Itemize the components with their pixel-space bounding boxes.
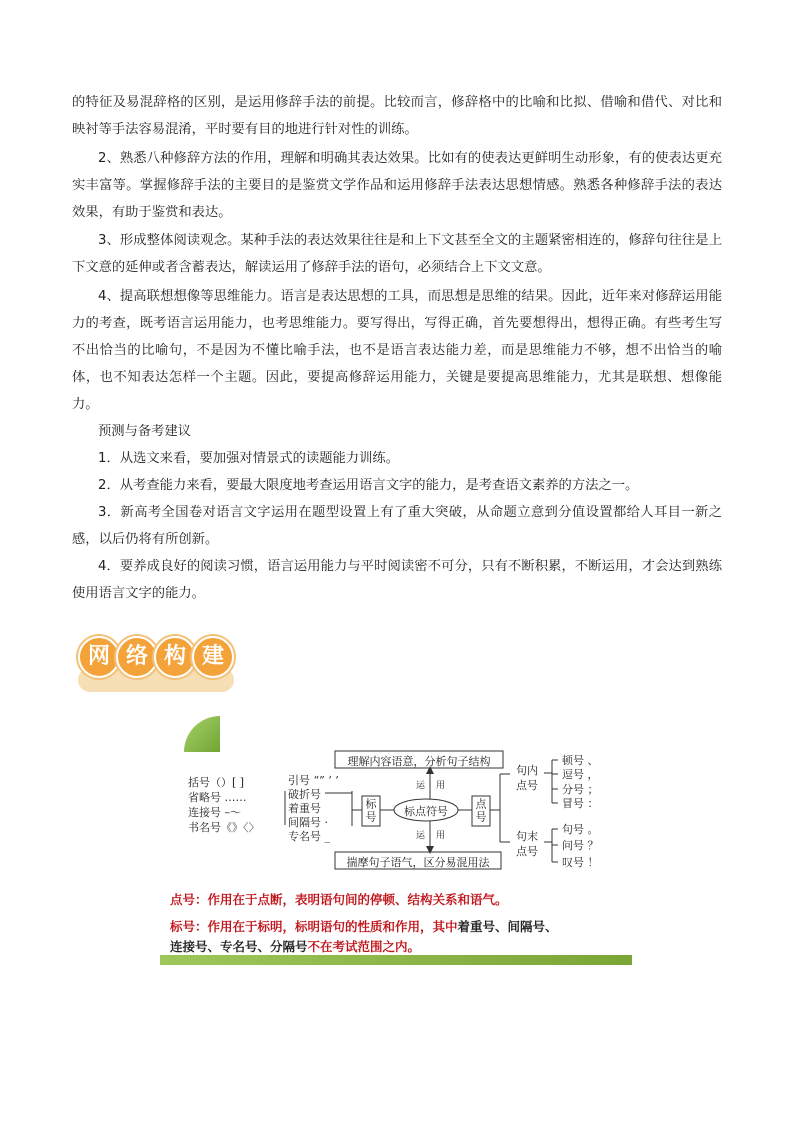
section-title: 预测与备考建议 — [98, 424, 192, 439]
left-group-item-2: 省略号 …… — [188, 791, 247, 804]
banner-char-1: 网 — [78, 636, 120, 678]
top-box-label: 理解内容语意，分析句子结构 — [347, 755, 491, 768]
punctuation-diagram — [180, 716, 620, 876]
advice-item-2: 2．从考查能力来看，要最大限度地考查运用语言文字的能力，是考查语文素养的方法之一。 — [98, 478, 639, 493]
advice-item-4: 4．要养成良好的阅读习惯，语言运用能力与平时阅读密不可分，只有不断积累，不断运用，才会达到熟练使用语言文字的能力。 — [72, 559, 722, 601]
network-build-banner — [76, 632, 236, 694]
yong-label-top: 用 — [436, 781, 446, 791]
note-dian-hao: 点号：作用在于点断，表明语句间的停顿、结构关系和语气。 — [170, 892, 508, 907]
mid-group-item-1: 引号 “” ‘ ’ — [288, 774, 339, 787]
green-divider-bar — [160, 955, 632, 965]
paragraph-intro-continued: 的特征及易混辞格的区别，是运用修辞手法的前提。比较而言，修辞格中的比喻和比拟、借喻和借代、对比和映衬等手法容易混淆，平时要有目的地进行针对性的训练。 — [72, 95, 722, 137]
paragraph-point-3: 3、形成整体阅读观念。某种手法的表达效果往往是和上下文甚至全文的主题紧密相连的，修辞句往往是上下文意的延伸或者含蓄表达，解读运用了修辞手法的语句，必须结合上下文文意。 — [72, 233, 722, 275]
paragraph-point-4: 4、提高联想想像等思维能力。语言是表达思想的工具，而思想是思维的结果。因此，近年来对修辞运用能力的考查，既考语言运用能力，也考思维能力。要写得出，写得正确，首先要想得出，想得正确。有些考生写不出恰当的比喻句，不是因为不懂比喻手法，也不是语言表达能力差，而是思维能力不够，想不出恰当的喻体，也不知表达怎样一个主题。因此，要提高修辞运用能力，关键是要提高思维能力，尤其是联想、想像能力。 — [72, 289, 722, 412]
ju-nei-label-2: 点号 — [516, 779, 538, 792]
banner-char-2: 络 — [116, 636, 158, 678]
ju-nei-item-2: 逗号 ， — [562, 768, 599, 781]
left-group-item-1: 括号（）[ ] — [188, 776, 245, 789]
left-group-item-3: 连接号 –～ — [188, 806, 241, 819]
ju-mo-item-1: 句号 。 — [562, 823, 599, 836]
banner-char-3: 构 — [154, 636, 196, 678]
left-group-item-4: 书名号《》〈〉 — [188, 821, 260, 834]
banner-char-4: 建 — [192, 636, 234, 678]
note-biao-hao — [170, 917, 610, 957]
ju-mo-label-1: 句末 — [516, 830, 538, 843]
ju-mo-item-3: 叹号 ！ — [562, 856, 599, 869]
yun-label-bottom: 运 — [416, 831, 426, 841]
bottom-box-label: 揣摩句子语气，区分易混用法 — [346, 856, 490, 869]
yun-label-top: 运 — [416, 781, 426, 791]
ju-nei-item-1: 顿号 、 — [562, 754, 599, 767]
paragraph-point-2: 2、熟悉八种修辞方法的作用，理解和明确其表达效果。比如有的使表达更鲜明生动形象，有的使表达更充实丰富等。掌握修辞手法的主要目的是鉴赏文学作品和运用修辞手法表达思想情感。熟悉各种修辞手法的表达效果，有助于鉴赏和表达。 — [72, 151, 722, 220]
mid-group-item-5: 专名号 _ — [288, 830, 330, 843]
biao-hao-box: 标号 — [364, 798, 377, 824]
center-label: 标点符号 — [404, 805, 448, 818]
mid-group-item-3: 着重号 — [288, 802, 321, 815]
mid-group-item-4: 间隔号 · — [288, 816, 328, 829]
note-biao-hao-part-a: 标号：作用在于标明，标明语句的性质和作用，其中 — [170, 919, 458, 934]
ju-mo-item-2: 问号 ？ — [562, 839, 599, 852]
advice-item-1: 1．从选文来看，要加强对情景式的读题能力训练。 — [98, 451, 399, 466]
advice-item-3: 3．新高考全国卷对语言文字运用在题型设置上有了重大突破，从命题立意到分值设置都给人耳目一新之感，以后仍将有所创新。 — [72, 505, 722, 547]
note-biao-hao-part-d: 不在考试范围之内。 — [307, 939, 421, 954]
ju-nei-label-1: 句内 — [516, 764, 538, 777]
note-biao-hao-part-c: 连接号、专名号、分隔号 — [170, 939, 308, 954]
note-biao-hao-part-b: 着重号、间隔号、 — [457, 919, 558, 934]
dian-hao-box: 点号 — [474, 798, 487, 824]
ju-mo-label-2: 点号 — [516, 845, 538, 858]
yong-label-bottom: 用 — [436, 831, 446, 841]
mid-group-item-2: 破折号 — [288, 788, 321, 801]
ju-nei-item-3: 分号 ； — [562, 783, 599, 796]
ju-nei-item-4: 冒号 ： — [562, 797, 599, 810]
